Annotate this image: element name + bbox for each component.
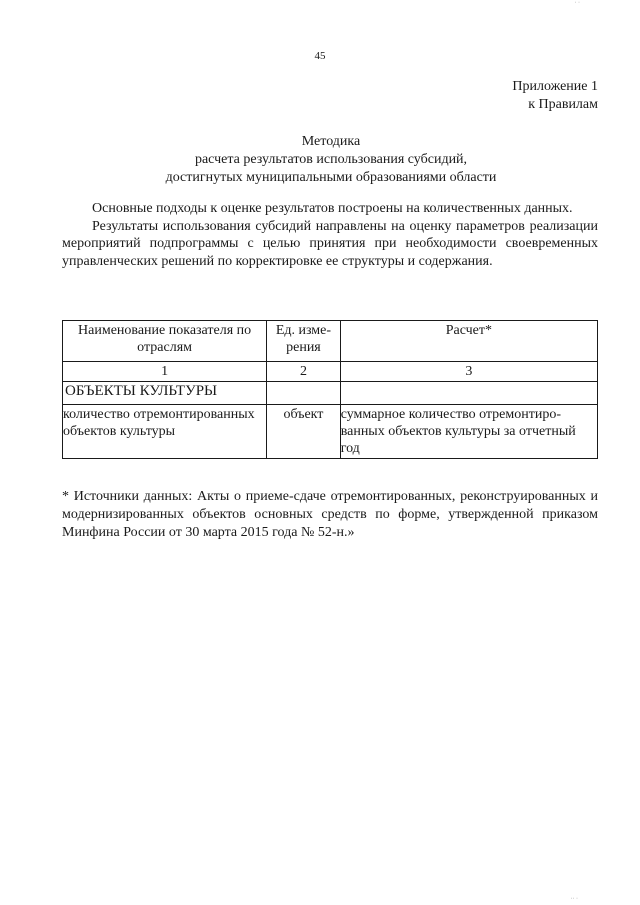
title-line-2: расчета результатов использования субсидий, (194, 152, 468, 167)
section-title: ОБЪЕКТЫ КУЛЬТУРЫ (63, 382, 267, 405)
row-indicator-name: количество отремонтированных объектов культуры (63, 405, 267, 459)
title-line-3: достигнутых муниципальными образованиями области (165, 170, 497, 185)
column-number-1: 1 (63, 362, 267, 382)
body-text (62, 200, 598, 270)
paragraph-1: Основные подходы к оценке результатов построены на количественных данных. (92, 201, 573, 216)
footnote (62, 488, 598, 542)
column-number-3: 3 (340, 362, 597, 382)
table-row (63, 405, 598, 459)
header-indicator-name: Наименование показателя по отраслям (63, 321, 267, 362)
title-line-1: Методика (301, 134, 361, 149)
column-number-2: 2 (267, 362, 341, 382)
table-section-row (63, 382, 598, 405)
scan-speck: ·· · (570, 896, 578, 902)
appendix-line-2: к Правилам (528, 97, 598, 112)
section-empty-cell (340, 382, 597, 405)
footnote-text: * Источники данных: Акты о приеме-сдаче отремонтированных, реконструированных и модернизированных объектов основных средств по форме, утвержденной приказом Минфина России от 30 марта 2015 года № 52-н.» (62, 489, 598, 540)
header-unit: Ед. измерения (267, 321, 341, 362)
calculation-table (62, 320, 598, 459)
paragraph-2: Результаты использования субсидий направлены на оценку параметров реализации мероприятий подпрограммы с целью принятия при необходимости своевременных управленческих решений по корректировке ее структуры и содержания. (62, 218, 598, 269)
appendix-line-1: Приложение 1 (512, 79, 598, 94)
table-header-row (63, 321, 598, 362)
table-column-numbers-row (63, 362, 598, 382)
row-calculation: суммарное количество отремонтированных объектов культуры за отчетный год (340, 405, 597, 459)
document-title (0, 133, 640, 187)
scan-speck: · · (574, 0, 580, 6)
header-calculation: Расчет* (340, 321, 597, 362)
appendix-heading (512, 78, 598, 114)
section-empty-cell (267, 382, 341, 405)
row-unit: объект (267, 405, 341, 459)
page-number: 45 (314, 50, 326, 62)
